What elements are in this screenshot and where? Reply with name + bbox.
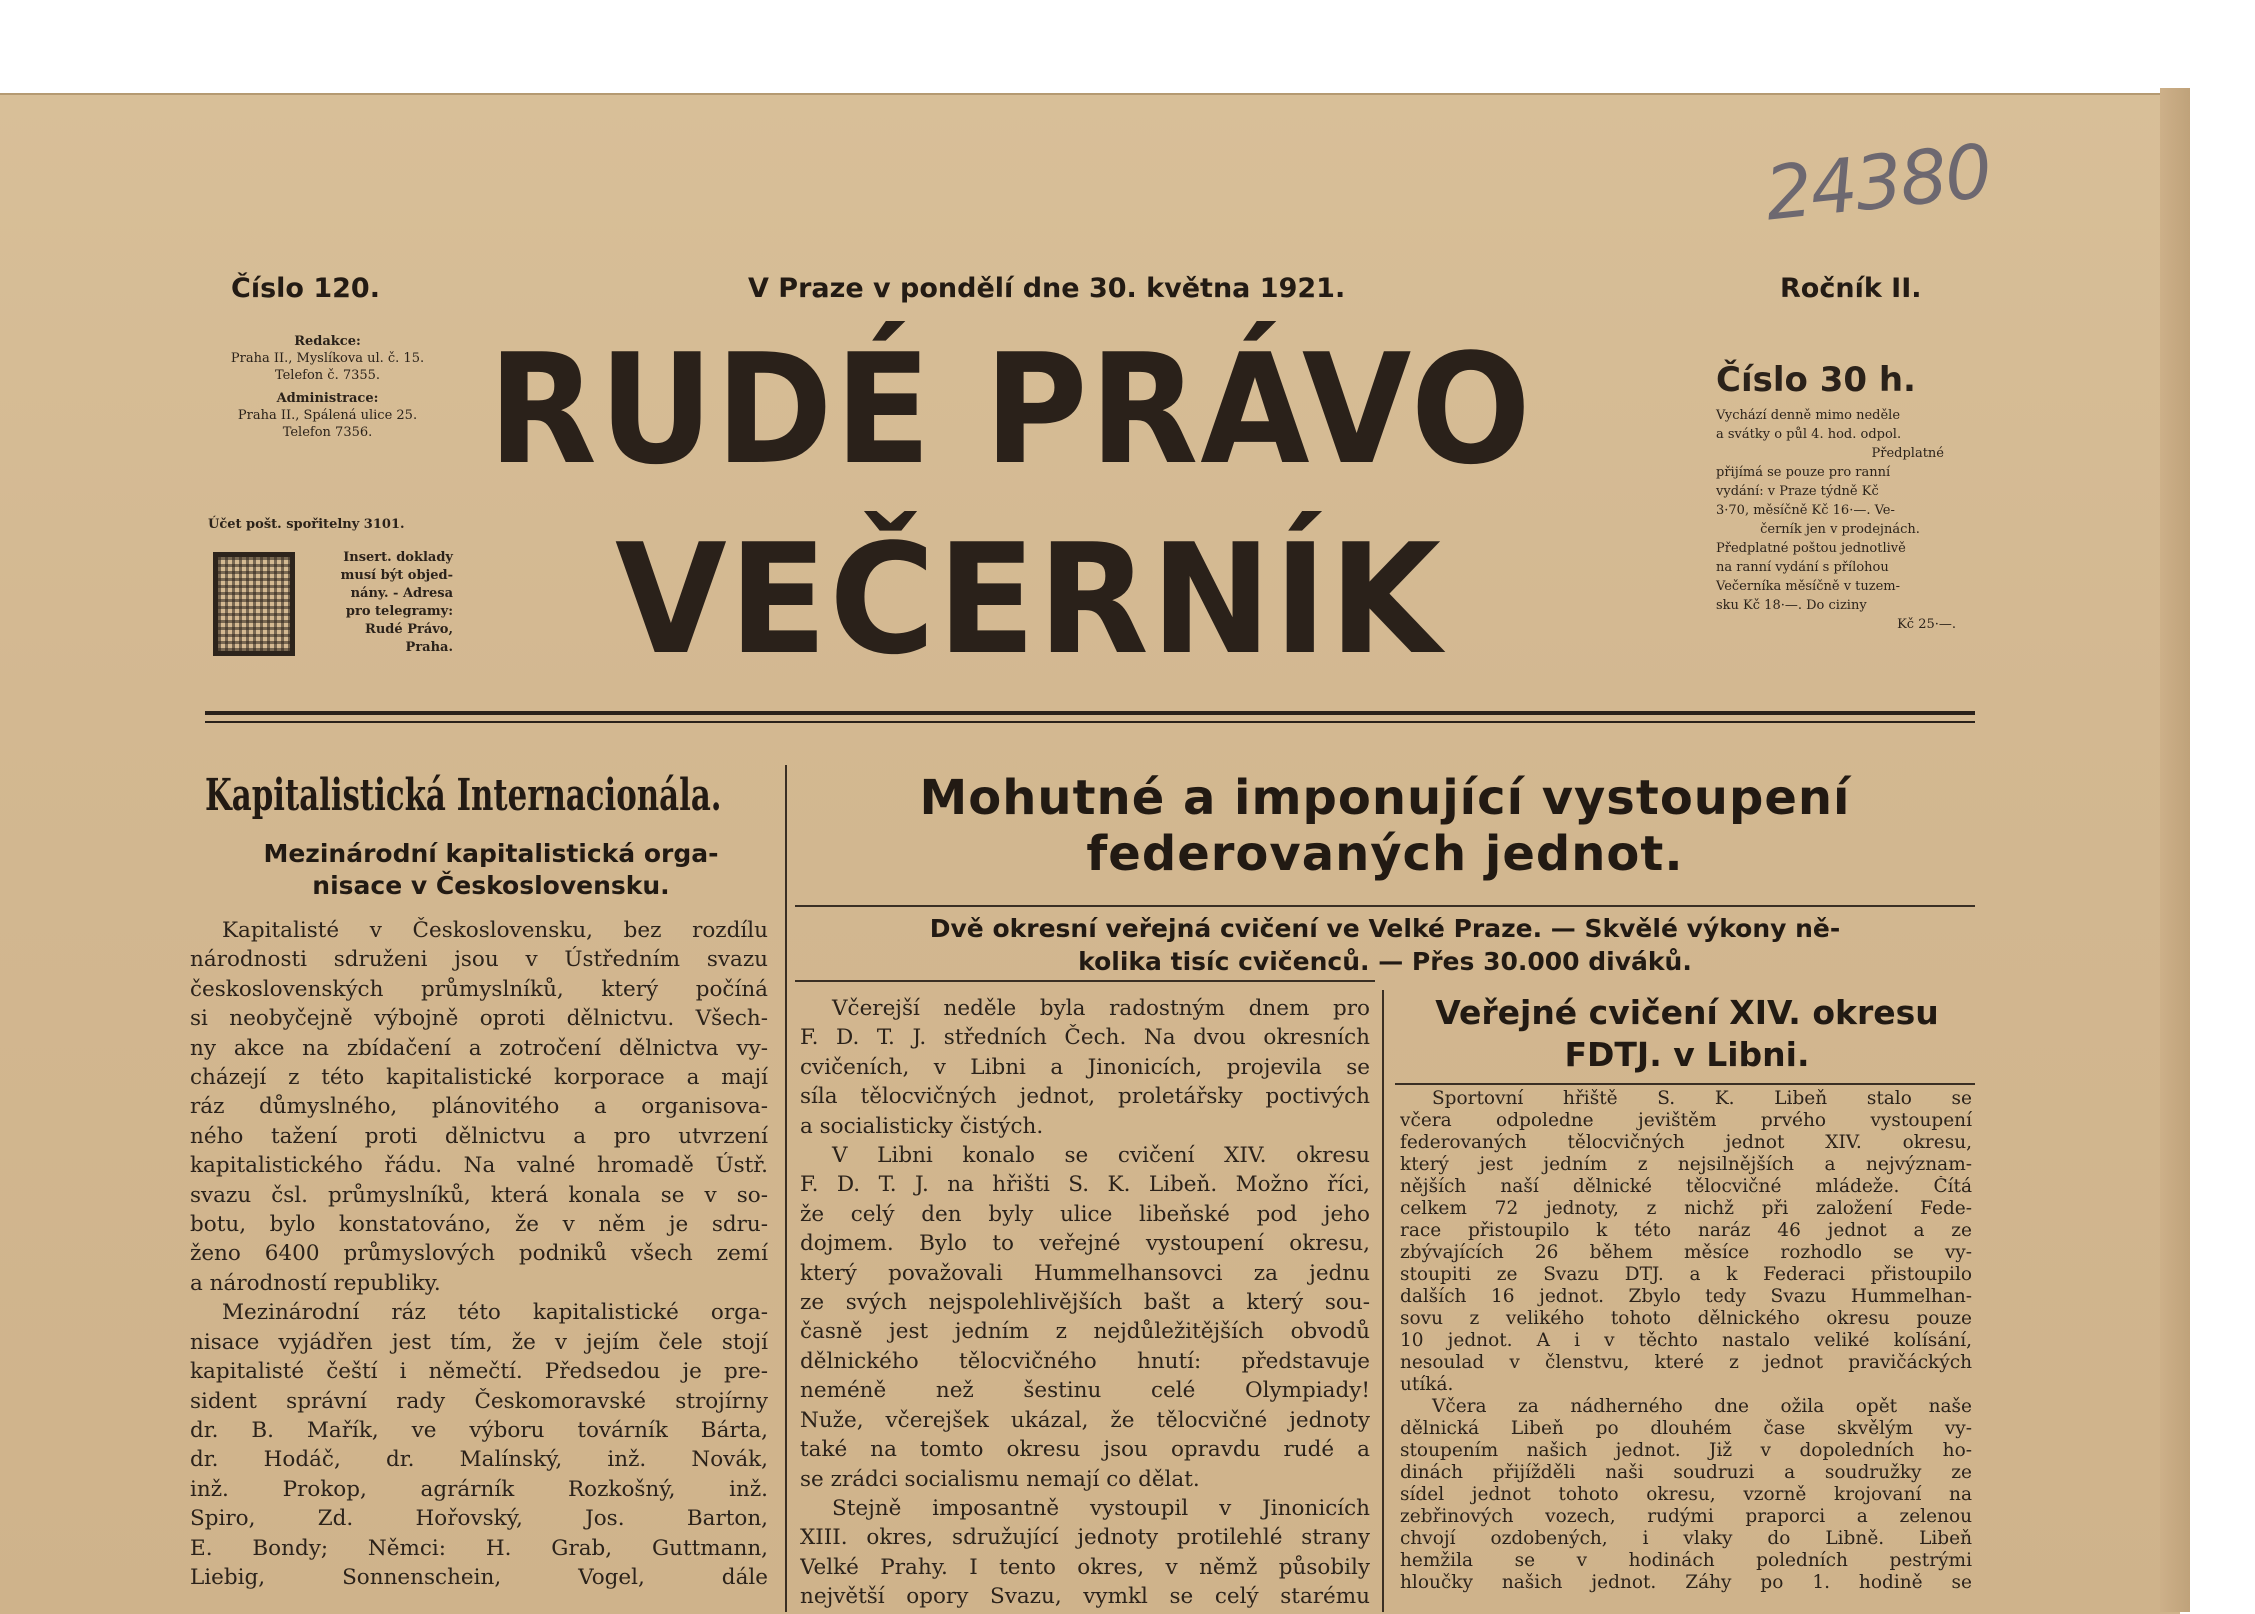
text-line: dojmem. Bylo to veřejné vystoupení okresu, (800, 1231, 1370, 1257)
text-line: který považovali Hummelhansovci za jednu (800, 1260, 1370, 1286)
text-line: nesoulad v členstvu, které z jednot pravičáckých (1400, 1352, 1972, 1373)
text-line: nějších naší dělnické tělocvičné mládeže. Čítá (1400, 1176, 1972, 1197)
info-line: a svátky o půl 4. hod. odpol. (1716, 427, 1902, 442)
redakce-line: Praha II., Myslíkova ul. č. 15. (230, 351, 425, 366)
text-line: a národností republiky. (190, 1270, 441, 1296)
text-line: sídel jednot tohoto okresu, vzorně krojovaní na (1400, 1484, 1972, 1505)
issue-price: Číslo 30 h. (1716, 360, 1916, 400)
info-line: vydání: v Praze týdně Kč (1716, 484, 1879, 499)
subtitle-line: kolika tisíc cvičenců. — Přes 30.000 diváků. (1078, 947, 1692, 976)
text-line: Spiro, Zd. Hořovský, Jos. Barton, (190, 1506, 768, 1532)
text-line: cházejí z této kapitalistické korporace a mají (190, 1065, 768, 1091)
insert-line: nány. - Adresa (350, 586, 453, 601)
subtitle-line: Mezinárodní kapitalistická orga- (263, 839, 719, 868)
administrace-line: Telefon 7356. (282, 425, 373, 440)
page-edge (2160, 88, 2190, 1612)
text-line: neméně než šestinu celé Olympiady! (800, 1378, 1370, 1404)
masthead-rule-thin (205, 721, 1975, 723)
insert-line: pro telegramy: (345, 604, 453, 619)
savings-account: Účet pošt. spořitelny 3101. (208, 517, 405, 532)
column-divider (785, 765, 787, 1612)
volume-number: Ročník II. (1780, 273, 1922, 304)
text-line: se zrádci socialismu nemají co dělat. (800, 1466, 1200, 1492)
text-line: Liebig, Sonnenschein, Vogel, dále (190, 1564, 768, 1590)
text-line: nisace vyjádřen jest tím, že v jejím čele stojí (190, 1329, 768, 1355)
subtitle-line: nisace v Československu. (312, 871, 670, 900)
subscription-info-box (1716, 358, 1964, 634)
section-underline (1395, 1083, 1975, 1085)
subhead-underline (795, 980, 1375, 982)
insert-line: Rudé Právo, (365, 622, 453, 637)
text-line: národnosti sdruženi jsou v Ústředním svazu (190, 947, 768, 973)
text-line: kapitalisté čeští i němečtí. Předsedou je pre- (190, 1359, 768, 1385)
info-line: 3·70, měsíčně Kč 16·—. Ve- (1716, 503, 1895, 518)
text-line: a socialisticky čistých. (800, 1113, 1044, 1139)
text-line: ženo 6400 průmyslových podniků všech zemí (190, 1241, 768, 1267)
headline-line: Veřejné cvičení XIV. okresu (1435, 993, 1939, 1032)
text-line: Včera za nádherného dne ožila opět naše (1432, 1396, 1972, 1417)
insert-line: musí být objed- (340, 568, 453, 583)
text-line: XIII. okres, sdružující jednoty protilehlé strany (800, 1525, 1370, 1551)
text-line: dr. Hodáč, dr. Malínský, inž. Novák, (190, 1447, 768, 1473)
text-line: utíká. (1400, 1374, 1454, 1395)
handwritten-archive-number: 24380 (1761, 128, 1995, 238)
article-main-body (800, 994, 1370, 1612)
text-line: že celý den byly ulice libeňské pod jeho (800, 1201, 1370, 1227)
administrace-label: Administrace: (276, 391, 379, 406)
text-line: si neobyčejně výbojně oproti dělnictvu. Všech- (190, 1006, 768, 1032)
text-line: svazu čsl. průmyslníků, která konala se v so- (190, 1182, 768, 1208)
text-line: československých průmyslníků, který počíná (190, 976, 768, 1002)
redakce-label: Redakce: (294, 334, 361, 349)
subscription-label: Předplatné (1871, 446, 1944, 461)
column-divider (1382, 990, 1384, 1612)
masthead-rule (205, 711, 1975, 715)
text-line: ného tažení proti dělnictvu a pro utvrzení (190, 1123, 768, 1149)
text-line: chvojí ozdobených, i vlaky do Libně. Libeň (1400, 1528, 1972, 1549)
text-line: který jest jedním z nejsilnějších a nejvýznam- (1400, 1154, 1972, 1175)
text-line: dinách přijížděli naši soudruzi a soudružky ze (1400, 1462, 1972, 1483)
text-line: Mezinárodní ráz této kapitalistické orga- (222, 1300, 768, 1326)
dateline: V Praze v pondělí dne 30. května 1921. (748, 273, 1346, 304)
text-line: 10 jednot. A i v těchto nastalo veliké kolísání, (1400, 1330, 1972, 1351)
headline-line: Mohutné a imponující vystoupení (919, 770, 1851, 826)
text-line: zbývajících 26 během měsíce rozhodlo se vy- (1400, 1242, 1972, 1263)
text-line: botu, bylo konstatováno, že v něm je sdru- (190, 1212, 768, 1238)
text-line: také na tomto okresu jsou opravdu rudé a (800, 1437, 1370, 1463)
insert-notice (308, 549, 453, 657)
text-line: hloučky našich jednot. Záhy po 1. hodině se (1400, 1572, 1972, 1593)
article-left-title: Kapitalistická Internacionála. (205, 770, 722, 821)
insert-line: Insert. doklady (343, 550, 453, 565)
info-line: Kč 25·—. (1897, 617, 1956, 632)
text-line: dalších 16 jednot. Zbylo tedy Svazu Hummelhan- (1400, 1286, 1972, 1307)
info-line: na ranní vydání s přílohou (1716, 560, 1889, 575)
text-line: F. D. T. J. na hřišti S. K. Libeň. Možno říci, (800, 1172, 1370, 1198)
text-line: dr. B. Mařík, ve výboru továrník Bárta, (190, 1417, 768, 1443)
text-line: celkem 72 jednoty, z nichž při založení Fede- (1400, 1198, 1972, 1219)
info-line: sku Kč 18·—. Do ciziny (1716, 598, 1867, 613)
text-line: sident správní rady Českomoravské strojírny (190, 1388, 768, 1414)
article-main-subtitle (795, 912, 1975, 978)
text-line: race přistoupilo k této naráz 46 jednot a ze (1400, 1220, 1972, 1241)
text-line: Včerejší neděle byla radostným dnem pro (832, 996, 1370, 1021)
headline-underline (795, 905, 1975, 907)
text-line: největší opory Svazu, vymkl se celý starému (800, 1584, 1370, 1610)
text-line: Nuže, včerejšek ukázal, že tělocvičné jednoty (800, 1407, 1370, 1433)
masthead-title-line1: RUDÉ PRÁVO (488, 321, 1533, 498)
text-line: inž. Prokop, agrárník Rozkošný, inž. (190, 1476, 768, 1502)
text-line: stoupiti ze Svazu DTJ. a k Federaci přistoupilo (1400, 1264, 1972, 1285)
text-line: F. D. T. J. středních Čech. Na dvou okresních (800, 1025, 1370, 1051)
text-line: stoupením našich jednot. Již v dopoledních ho- (1400, 1440, 1972, 1461)
issue-number: Číslo 120. (231, 273, 380, 304)
text-line: Kapitalisté v Československu, bez rozdílu (222, 918, 768, 943)
text-line: ze svých nejspolehlivějších bašt a který sou- (800, 1290, 1370, 1316)
text-line: E. Bondy; Němci: H. Grab, Guttmann, (190, 1535, 768, 1561)
subtitle-line: Dvě okresní veřejná cvičení ve Velké Praze. — Skvělé výkony ně- (929, 914, 1841, 943)
text-line: zebřinových vozech, rudými praporci a zelenou (1400, 1506, 1972, 1527)
text-line: ny akce na zbídačení a zotročení dělnictva vy- (190, 1035, 768, 1061)
info-line: černík jen v prodejnách. (1760, 522, 1920, 537)
insert-line: Praha. (405, 640, 453, 655)
headline-line: FDTJ. v Libni. (1564, 1035, 1810, 1074)
seal-stamp (213, 552, 295, 656)
info-line: Vychází denně mimo neděle (1716, 408, 1901, 423)
article-right-body (1400, 1088, 1972, 1612)
text-line: časně jest jedním z nejdůležitějších obvodů (800, 1319, 1370, 1345)
text-line: dělnického tělocvičného hnutí: představuje (800, 1348, 1370, 1374)
masthead-title-line2: VEČERNÍK (615, 511, 1443, 688)
headline-line: federovaných jednot. (1086, 826, 1684, 882)
text-line: Velké Prahy. I tento okres, v němž působily (800, 1554, 1370, 1580)
editorial-address-box (205, 333, 450, 441)
text-line: ráz důmyslného, plánovitého a organisova- (190, 1094, 768, 1120)
text-line: kapitalistického řádu. Na valné hromadě Ústř. (190, 1153, 768, 1179)
info-line: Večerníka měsíčně v tuzem- (1716, 579, 1901, 594)
text-line: hemžila se v hodinách poledních pestrými (1400, 1550, 1972, 1571)
text-line: včera odpoledne jevištěm prvého vystoupení (1400, 1110, 1972, 1131)
article-right-title (1392, 992, 1982, 1076)
text-line: dělnická Libeň po dlouhém čase skvělým vy- (1400, 1418, 1972, 1439)
info-line: přijímá se pouze pro ranní (1716, 465, 1891, 480)
text-line: federovaných tělocvičných jednot XIV. okresu, (1400, 1132, 1972, 1153)
info-line: Předplatné poštou jednotlivě (1716, 541, 1906, 556)
article-left-body (190, 916, 768, 1612)
text-line: cvičeních, v Libni a Jinonicích, projevila se (800, 1054, 1370, 1080)
text-line: sovu z velikého tohoto dělnického okresu pouze (1400, 1308, 1972, 1329)
text-line: V Libni konalo se cvičení XIV. okresu (832, 1143, 1370, 1169)
text-line: Sportovní hřiště S. K. Libeň stalo se (1432, 1088, 1972, 1109)
redakce-line: Telefon č. 7355. (274, 368, 381, 383)
text-line: síla tělocvičných jednot, proletářsky poctivých (800, 1084, 1370, 1110)
administrace-line: Praha II., Spálená ulice 25. (237, 408, 418, 423)
article-left-subtitle (205, 838, 777, 902)
text-line: Stejně imposantně vystoupil v Jinonicích (832, 1495, 1370, 1521)
article-main-title (795, 770, 1975, 882)
